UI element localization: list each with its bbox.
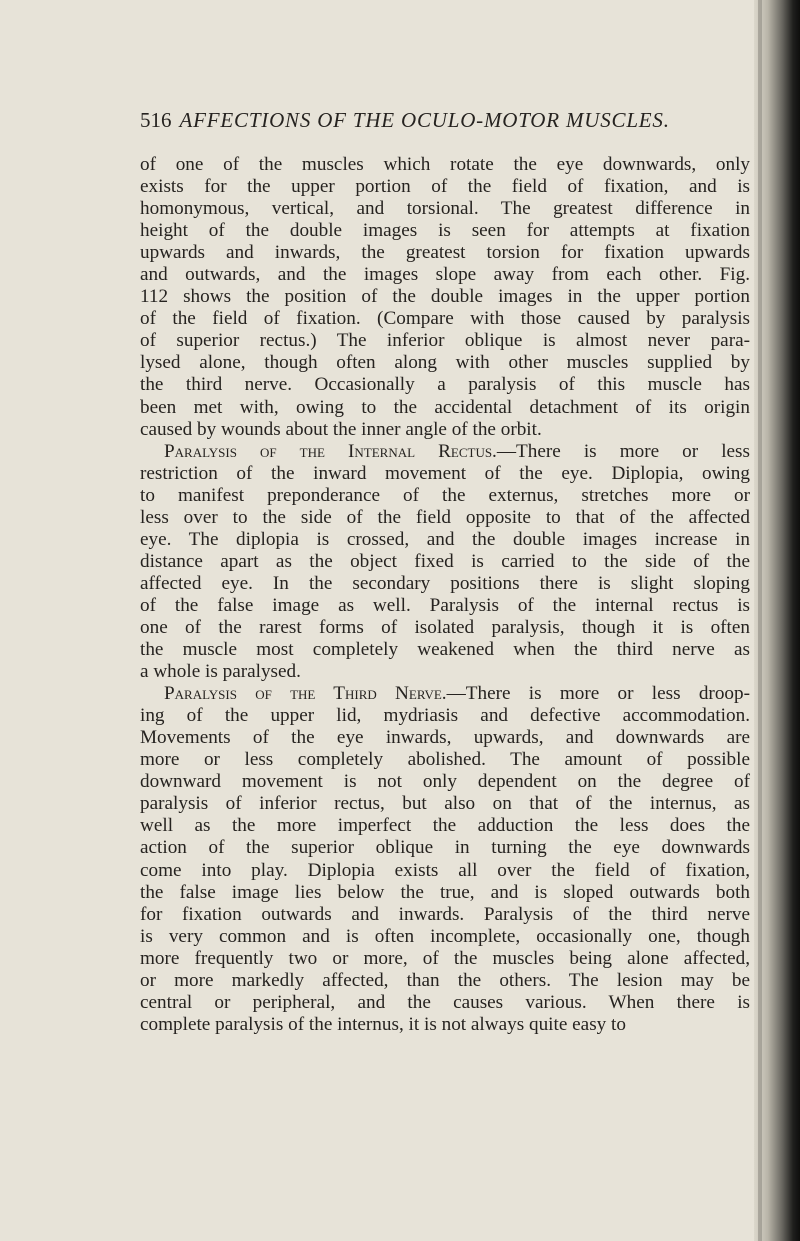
- text-line: one of the rarest forms of isolated paralysis, though it is often: [140, 616, 750, 638]
- page-number: 516: [140, 108, 172, 132]
- section-first-line-internal-rectus: [140, 441, 750, 463]
- text-line: the false image lies below the true, and is sloped outwards both: [140, 881, 750, 903]
- text-line: been met with, owing to the accidental detachment of its origin: [140, 396, 750, 418]
- text-line: central or peripheral, and the causes various. When there is: [140, 991, 750, 1013]
- text-line: well as the more imperfect the adduction the less does the: [140, 815, 750, 837]
- text-line: of superior rectus.) The inferior oblique is almost never para-: [140, 330, 750, 352]
- text-line: is very common and is often incomplete, occasionally one, though: [140, 925, 750, 947]
- text-line: of one of the muscles which rotate the eye downwards, only: [140, 154, 750, 175]
- text-line: and outwards, and the images slope away from each other. Fig.: [140, 264, 750, 286]
- text-line: 112 shows the position of the double images in the upper portion: [140, 286, 750, 308]
- text-line: to manifest preponderance of the externus, stretches more or: [140, 484, 750, 506]
- section-heading-third-nerve: Paralysis of the Third Nerve.: [164, 683, 447, 705]
- text-line: less over to the side of the field opposite to that of the affected: [140, 506, 750, 528]
- text-line: come into play. Diplopia exists all over the field of fixation,: [140, 859, 750, 881]
- text-line: ing of the upper lid, mydriasis and defective accommodation.: [140, 705, 750, 727]
- text-fragment: —There is more or less droop-: [446, 683, 750, 705]
- text-line: action of the superior oblique in turning the eye downwards: [140, 837, 750, 859]
- text-line: affected eye. In the secondary positions there is slight sloping: [140, 572, 750, 594]
- text-line: downward movement is not only dependent on the degree of: [140, 771, 750, 793]
- section-first-line-third-nerve: [140, 683, 750, 705]
- section-heading-internal-rectus: Paralysis of the Internal Rectus.: [164, 440, 497, 462]
- running-title: AFFECTIONS OF THE OCULO-MOTOR MUSCLES.: [179, 108, 670, 132]
- text-line: upwards and inwards, the greatest torsion for fixation upwards: [140, 242, 750, 264]
- page-edge: [758, 0, 762, 1241]
- text-line: more or less completely abolished. The amount of possible: [140, 749, 750, 771]
- text-line: height of the double images is seen for attempts at fixation: [140, 220, 750, 242]
- text-line: the muscle most completely weakened when the third nerve as: [140, 639, 750, 661]
- text-line: eye. The diplopia is crossed, and the double images increase in: [140, 528, 750, 550]
- text-line: caused by wounds about the inner angle of the orbit.: [140, 418, 542, 440]
- text-line: restriction of the inward movement of the eye. Diplopia, owing: [140, 462, 750, 484]
- text-line: Movements of the eye inwards, upwards, and downwards are: [140, 727, 750, 749]
- text-line: or more markedly affected, than the others. The lesion may be: [140, 969, 750, 991]
- text-fragment: —There is more or less: [496, 440, 750, 462]
- text-line: distance apart as the object fixed is carried to the side of the: [140, 550, 750, 572]
- text-line: lysed alone, though often along with other muscles supplied by: [140, 352, 750, 374]
- text-line: the third nerve. Occasionally a paralysis of this muscle has: [140, 374, 750, 396]
- text-line: for fixation outwards and inwards. Paralysis of the third nerve: [140, 903, 750, 925]
- text-line: paralysis of inferior rectus, but also on that of the internus, as: [140, 793, 750, 815]
- text-line: more frequently two or more, of the muscles being alone affected,: [140, 947, 750, 969]
- body-text: [140, 154, 750, 1036]
- text-line: complete paralysis of the internus, it is not always quite easy to: [140, 1013, 626, 1035]
- text-line: exists for the upper portion of the field of fixation, and is: [140, 176, 750, 198]
- text-line: of the false image as well. Paralysis of the internal rectus is: [140, 594, 750, 616]
- text-line: a whole is paralysed.: [140, 661, 301, 683]
- page-header: [140, 108, 760, 148]
- text-line: homonymous, vertical, and torsional. The greatest difference in: [140, 198, 750, 220]
- text-line: of the field of fixation. (Compare with those caused by paralysis: [140, 308, 750, 330]
